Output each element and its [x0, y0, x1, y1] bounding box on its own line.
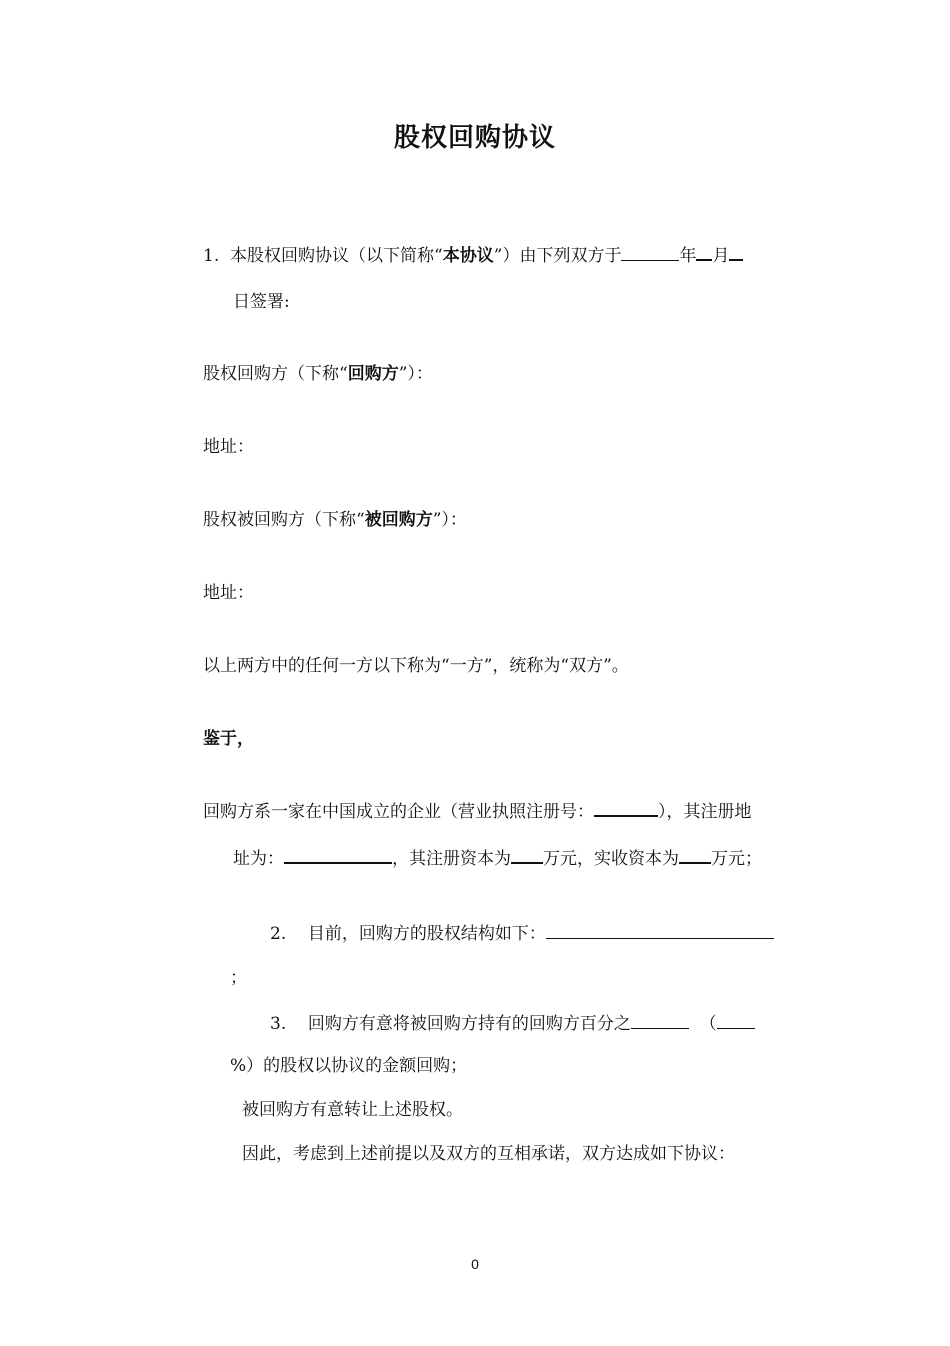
page-title: 股权回购协议 — [393, 123, 556, 153]
clause-3-line-1 — [270, 1012, 755, 1036]
whereas-heading: 鉴于， — [203, 729, 254, 749]
recital-1-f: 万元； — [711, 849, 762, 869]
year-blank[interactable] — [621, 244, 679, 261]
recital-1-line-2 — [233, 846, 762, 871]
paid-capital-blank[interactable] — [679, 846, 711, 864]
recital-1-b: ），其注册地 — [658, 802, 752, 822]
clause-3-number: 3. — [270, 1014, 287, 1034]
parties-note: 以上两方中的任何一方以下称为“一方”，统称为“双方”。 — [203, 656, 629, 676]
buyer-term: 回购方 — [347, 364, 399, 384]
buyer-address: 地址： — [203, 437, 254, 457]
quote-close: ” — [493, 246, 503, 266]
recital-1-a: 回购方系一家在中国成立的企业（营业执照注册号： — [203, 802, 594, 822]
seller-intent: 被回购方有意转让上述股权。 — [242, 1100, 463, 1120]
clause-3-text: 回购方有意将被回购方持有的回购方百分之 — [307, 1014, 631, 1034]
month-label: 月 — [712, 246, 730, 266]
seller-prefix: 股权被回购方（下称“ — [203, 510, 365, 530]
recital-1-line-1 — [203, 799, 752, 824]
buyer-line — [203, 362, 433, 386]
conclusion: 因此，考虑到上述前提以及双方的互相承诺，双方达成如下协议： — [242, 1144, 735, 1164]
clause-2-text: 目前，回购方的股权结构如下： — [307, 924, 546, 944]
seller-term: 被回购方 — [364, 510, 433, 530]
agreement-term: 本协议 — [442, 246, 494, 266]
seller-address: 地址： — [203, 583, 254, 603]
buyer-suffix: ”）： — [398, 364, 433, 384]
registered-address-blank[interactable] — [284, 846, 392, 864]
clause-1-number: 1. — [203, 246, 220, 266]
registration-number-blank[interactable] — [594, 799, 658, 817]
month-blank[interactable] — [696, 243, 712, 261]
clause-2-number: 2. — [270, 924, 287, 944]
clause-3-paren: （ — [699, 1014, 717, 1034]
day-blank[interactable] — [729, 243, 743, 261]
clause-2-tail: ； — [230, 968, 247, 988]
year-label: 年 — [679, 246, 697, 266]
registered-capital-blank[interactable] — [511, 846, 543, 864]
seller-line — [203, 508, 467, 532]
clause-1-line-1 — [203, 243, 743, 268]
clause-1-text-a: 本股权回购协议（以下简称 — [230, 246, 435, 266]
clause-1-text-b: ）由下列双方于 — [502, 246, 622, 266]
recital-1-d: ，其注册资本为 — [392, 849, 511, 869]
recital-1-e: 万元，实收资本为 — [543, 849, 679, 869]
page-number: 0 — [471, 1256, 479, 1272]
buyer-prefix: 股权回购方（下称“ — [203, 364, 348, 384]
percentage-number-blank[interactable] — [717, 1012, 755, 1029]
clause-2-line-1 — [270, 922, 774, 946]
equity-structure-blank[interactable] — [546, 922, 774, 939]
clause-3-line-2: %）的股权以协议的金额回购； — [230, 1056, 468, 1076]
quote-open: “ — [434, 246, 443, 266]
percentage-words-blank[interactable] — [631, 1012, 689, 1029]
seller-suffix: ”）： — [432, 510, 467, 530]
clause-1-line-2: 日签署: — [233, 292, 290, 312]
recital-1-c: 址为： — [233, 849, 284, 869]
